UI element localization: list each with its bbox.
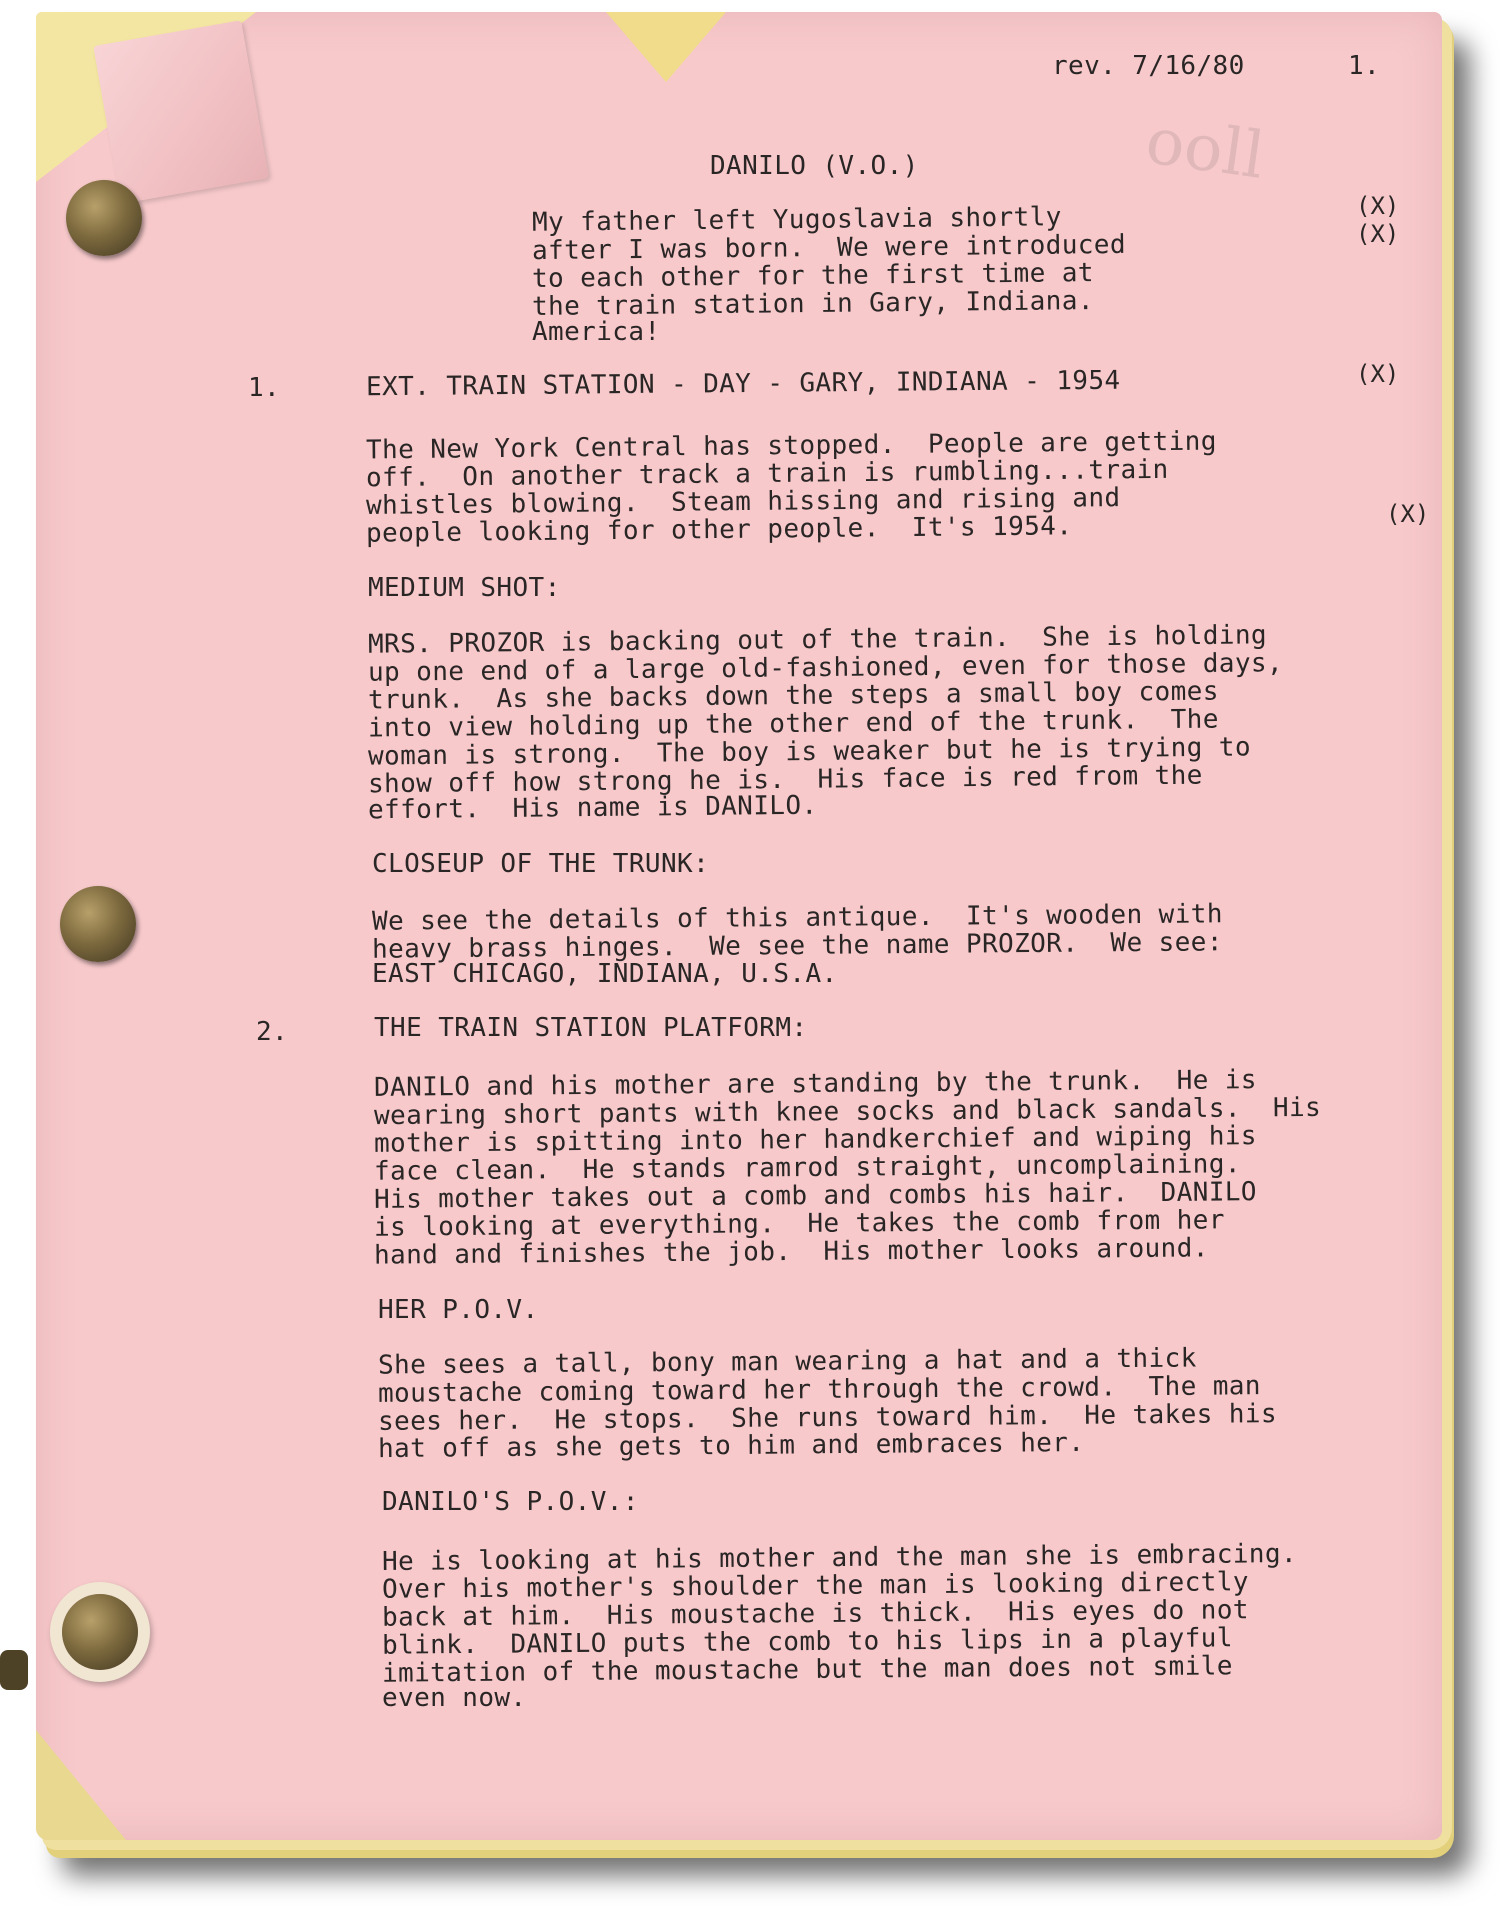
- brass-fastener-middle: [60, 886, 136, 962]
- action-line: imitation of the moustache but the man does not smile: [381, 1651, 1233, 1689]
- action-line: DANILO and his mother are standing by the trunk. He is: [373, 1065, 1258, 1103]
- action-line: wearing short pants with knee socks and black sandals. His: [373, 1092, 1322, 1132]
- action-line: hat off as she gets to him and embraces her.: [377, 1427, 1085, 1465]
- shot-heading: DANILO'S P.O.V.:: [382, 1487, 639, 1517]
- shot-heading: HER P.O.V.: [378, 1295, 539, 1325]
- action-line: whistles blowing. Steam hissing and rising and: [365, 483, 1121, 521]
- brass-fastener-bottom: [62, 1594, 138, 1670]
- fastener-prong: [0, 1650, 28, 1690]
- revision-mark: (X): [1356, 192, 1400, 220]
- action-line: face clean. He stands ramrod straight, uncomplaining.: [373, 1149, 1242, 1187]
- dialogue-line: My father left Yugoslavia shortly: [531, 202, 1062, 238]
- action-line: up one end of a large old-fashioned, even for those days,: [367, 648, 1284, 688]
- action-line: show off how strong he is. His face is red from the: [367, 760, 1203, 800]
- action-line: The New York Central has stopped. People are getting: [365, 426, 1217, 466]
- dialogue-line: to each other for the first time at: [531, 258, 1095, 294]
- action-line: EAST CHICAGO, INDIANA, U.S.A.: [372, 959, 838, 989]
- action-line: His mother takes out a comb and combs his hair. DANILO: [373, 1177, 1258, 1215]
- action-line: heavy brass hinges. We see the name PROZOR. We see:: [371, 927, 1223, 965]
- folded-corner: [93, 20, 269, 204]
- action-line: into view holding up the other end of the trunk. The: [367, 704, 1219, 744]
- dialogue-line: the train station in Gary, Indiana.: [531, 286, 1095, 322]
- action-line: trunk. As she backs down the steps a small boy comes: [367, 676, 1219, 716]
- action-line: is looking at everything. He takes the comb from her: [373, 1205, 1225, 1243]
- shot-heading: MEDIUM SHOT:: [368, 573, 561, 603]
- action-line: hand and finishes the job. His mother looks around.: [373, 1233, 1209, 1271]
- page-number: 1.: [1348, 51, 1381, 81]
- action-line: woman is strong. The boy is weaker but he is trying to: [367, 732, 1252, 772]
- action-line: blink. DANILO puts the comb to his lips in a playful: [381, 1623, 1233, 1661]
- shot-heading: CLOSEUP OF THE TRUNK:: [372, 849, 710, 879]
- action-line: She sees a tall, bony man wearing a hat and a thick: [377, 1343, 1197, 1381]
- action-line: moustache coming toward her through the crowd. The man: [377, 1371, 1262, 1409]
- action-line: mother is spitting into her handkerchief and wiping his: [373, 1121, 1258, 1159]
- action-line: off. On another track a train is rumbling...train: [365, 454, 1169, 494]
- worn-bottom-corner: [36, 1730, 126, 1840]
- action-line: sees her. He stops. She runs toward him. He takes his: [377, 1399, 1278, 1437]
- action-line: people looking for other people. It's 1954.: [365, 511, 1073, 549]
- scene-heading: THE TRAIN STATION PLATFORM:: [374, 1013, 808, 1043]
- revision-date: rev. 7/16/80: [1052, 51, 1245, 81]
- scene-number: 1.: [248, 373, 281, 403]
- bleed-through-mark: ooll: [1141, 104, 1269, 194]
- action-line: Over his mother's shoulder the man is looking directly: [381, 1567, 1250, 1605]
- action-line: He is looking at his mother and the man she is embracing.: [381, 1539, 1298, 1577]
- torn-notch: [606, 12, 726, 82]
- scene-number: 2.: [256, 1017, 289, 1047]
- dialogue-line: after I was born. We were introduced: [531, 229, 1127, 267]
- brass-fastener-top: [66, 180, 142, 256]
- scene-heading: EXT. TRAIN STATION - DAY - GARY, INDIANA - 1954: [365, 365, 1121, 403]
- action-line: MRS. PROZOR is backing out of the train. She is holding: [367, 620, 1268, 660]
- action-line: effort. His name is DANILO.: [367, 790, 818, 826]
- script-page: [36, 12, 1442, 1840]
- action-line: back at him. His moustache is thick. His eyes do not: [381, 1595, 1250, 1633]
- revision-mark: (X): [1356, 360, 1400, 388]
- character-cue: DANILO (V.O.): [710, 151, 919, 181]
- revision-mark: (X): [1356, 220, 1400, 248]
- dialogue-line: America!: [532, 317, 661, 347]
- revision-mark: (X): [1386, 500, 1430, 528]
- action-line: even now.: [382, 1683, 527, 1713]
- action-line: We see the details of this antique. It's wooden with: [371, 899, 1223, 937]
